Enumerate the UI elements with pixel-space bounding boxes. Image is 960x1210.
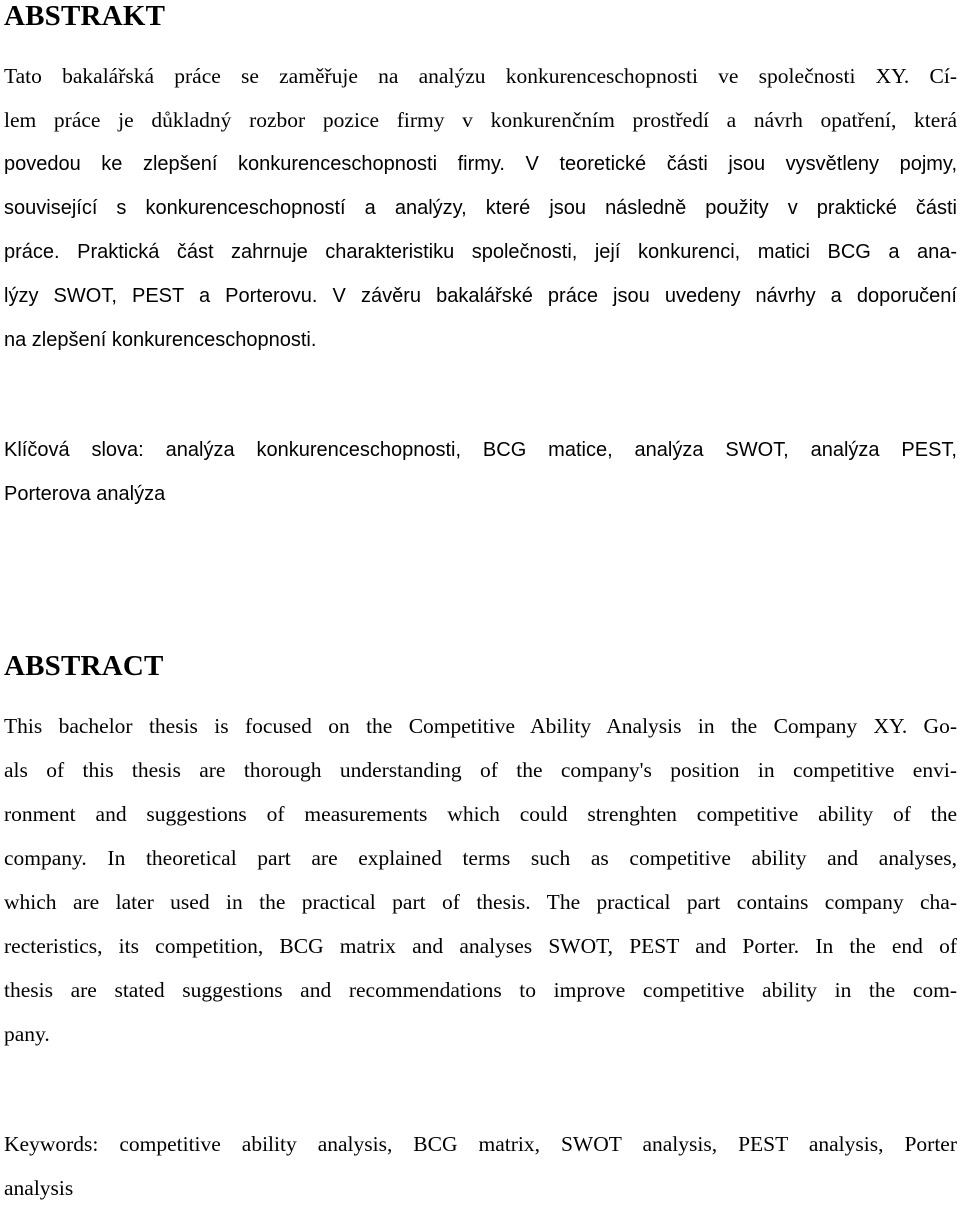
czech-keywords-line: Klíčová slova: analýza konkurenceschopnosti, BCG matice, analýza SWOT, analýza PEST, — [4, 439, 957, 461]
english-keywords-paragraph — [4, 1122, 957, 1210]
czech-abstract-line: související s konkurenceschopností a analýzy, které jsou následně použity v praktické části — [4, 197, 957, 219]
english-abstract-line: ronment and suggestions of measurements which could strenghten competitive ability of the — [4, 802, 957, 826]
czech-abstract-line: lýzy SWOT, PEST a Porterovu. V závěru bakalářské práce jsou uvedeny návrhy a doporučení — [4, 285, 957, 307]
czech-abstract-line: práce. Praktická část zahrnuje charakteristiku společnosti, její konkurenci, matici BCG a ana- — [4, 241, 957, 263]
czech-abstract-line: Tato bakalářská práce se zaměřuje na analýzu konkurenceschopnosti ve společnosti XY. Cí- — [4, 64, 957, 88]
english-abstract-line: which are later used in the practical part of thesis. The practical part contains company cha- — [4, 890, 957, 914]
english-keywords-line: analysis — [4, 1176, 74, 1200]
english-abstract-line: als of this thesis are thorough understanding of the company's position in competitive envi- — [4, 758, 957, 782]
english-abstract-line: thesis are stated suggestions and recommendations to improve competitive ability in the com- — [4, 978, 957, 1002]
english-abstract-line: pany. — [4, 1022, 50, 1046]
english-keywords-line: Keywords: competitive ability analysis, BCG matrix, SWOT analysis, PEST analysis, Porter — [4, 1132, 957, 1156]
english-abstract-paragraph — [4, 704, 957, 1056]
czech-abstract-line: povedou ke zlepšení konkurenceschopnosti firmy. V teoretické části jsou vysvětleny pojmy, — [4, 153, 957, 175]
czech-keywords-line: Porterova analýza — [4, 483, 166, 505]
czech-abstract-line: lem práce je důkladný rozbor pozice firmy v konkurenčním prostředí a návrh opatření, která — [4, 108, 957, 132]
abstract-heading: ABSTRACT — [4, 650, 164, 682]
abstrakt-heading: ABSTRAKT — [4, 0, 166, 32]
czech-abstract-line: na zlepšení konkurenceschopnosti. — [4, 329, 317, 351]
english-abstract-line: This bachelor thesis is focused on the Competitive Ability Analysis in the Company XY. Go- — [4, 714, 957, 738]
english-abstract-line: recteristics, its competition, BCG matrix and analyses SWOT, PEST and Porter. In the end of — [4, 934, 957, 958]
czech-keywords-paragraph — [4, 428, 957, 516]
czech-abstract-paragraph — [4, 54, 957, 362]
english-abstract-line: company. In theoretical part are explained terms such as competitive ability and analyses, — [4, 846, 957, 870]
